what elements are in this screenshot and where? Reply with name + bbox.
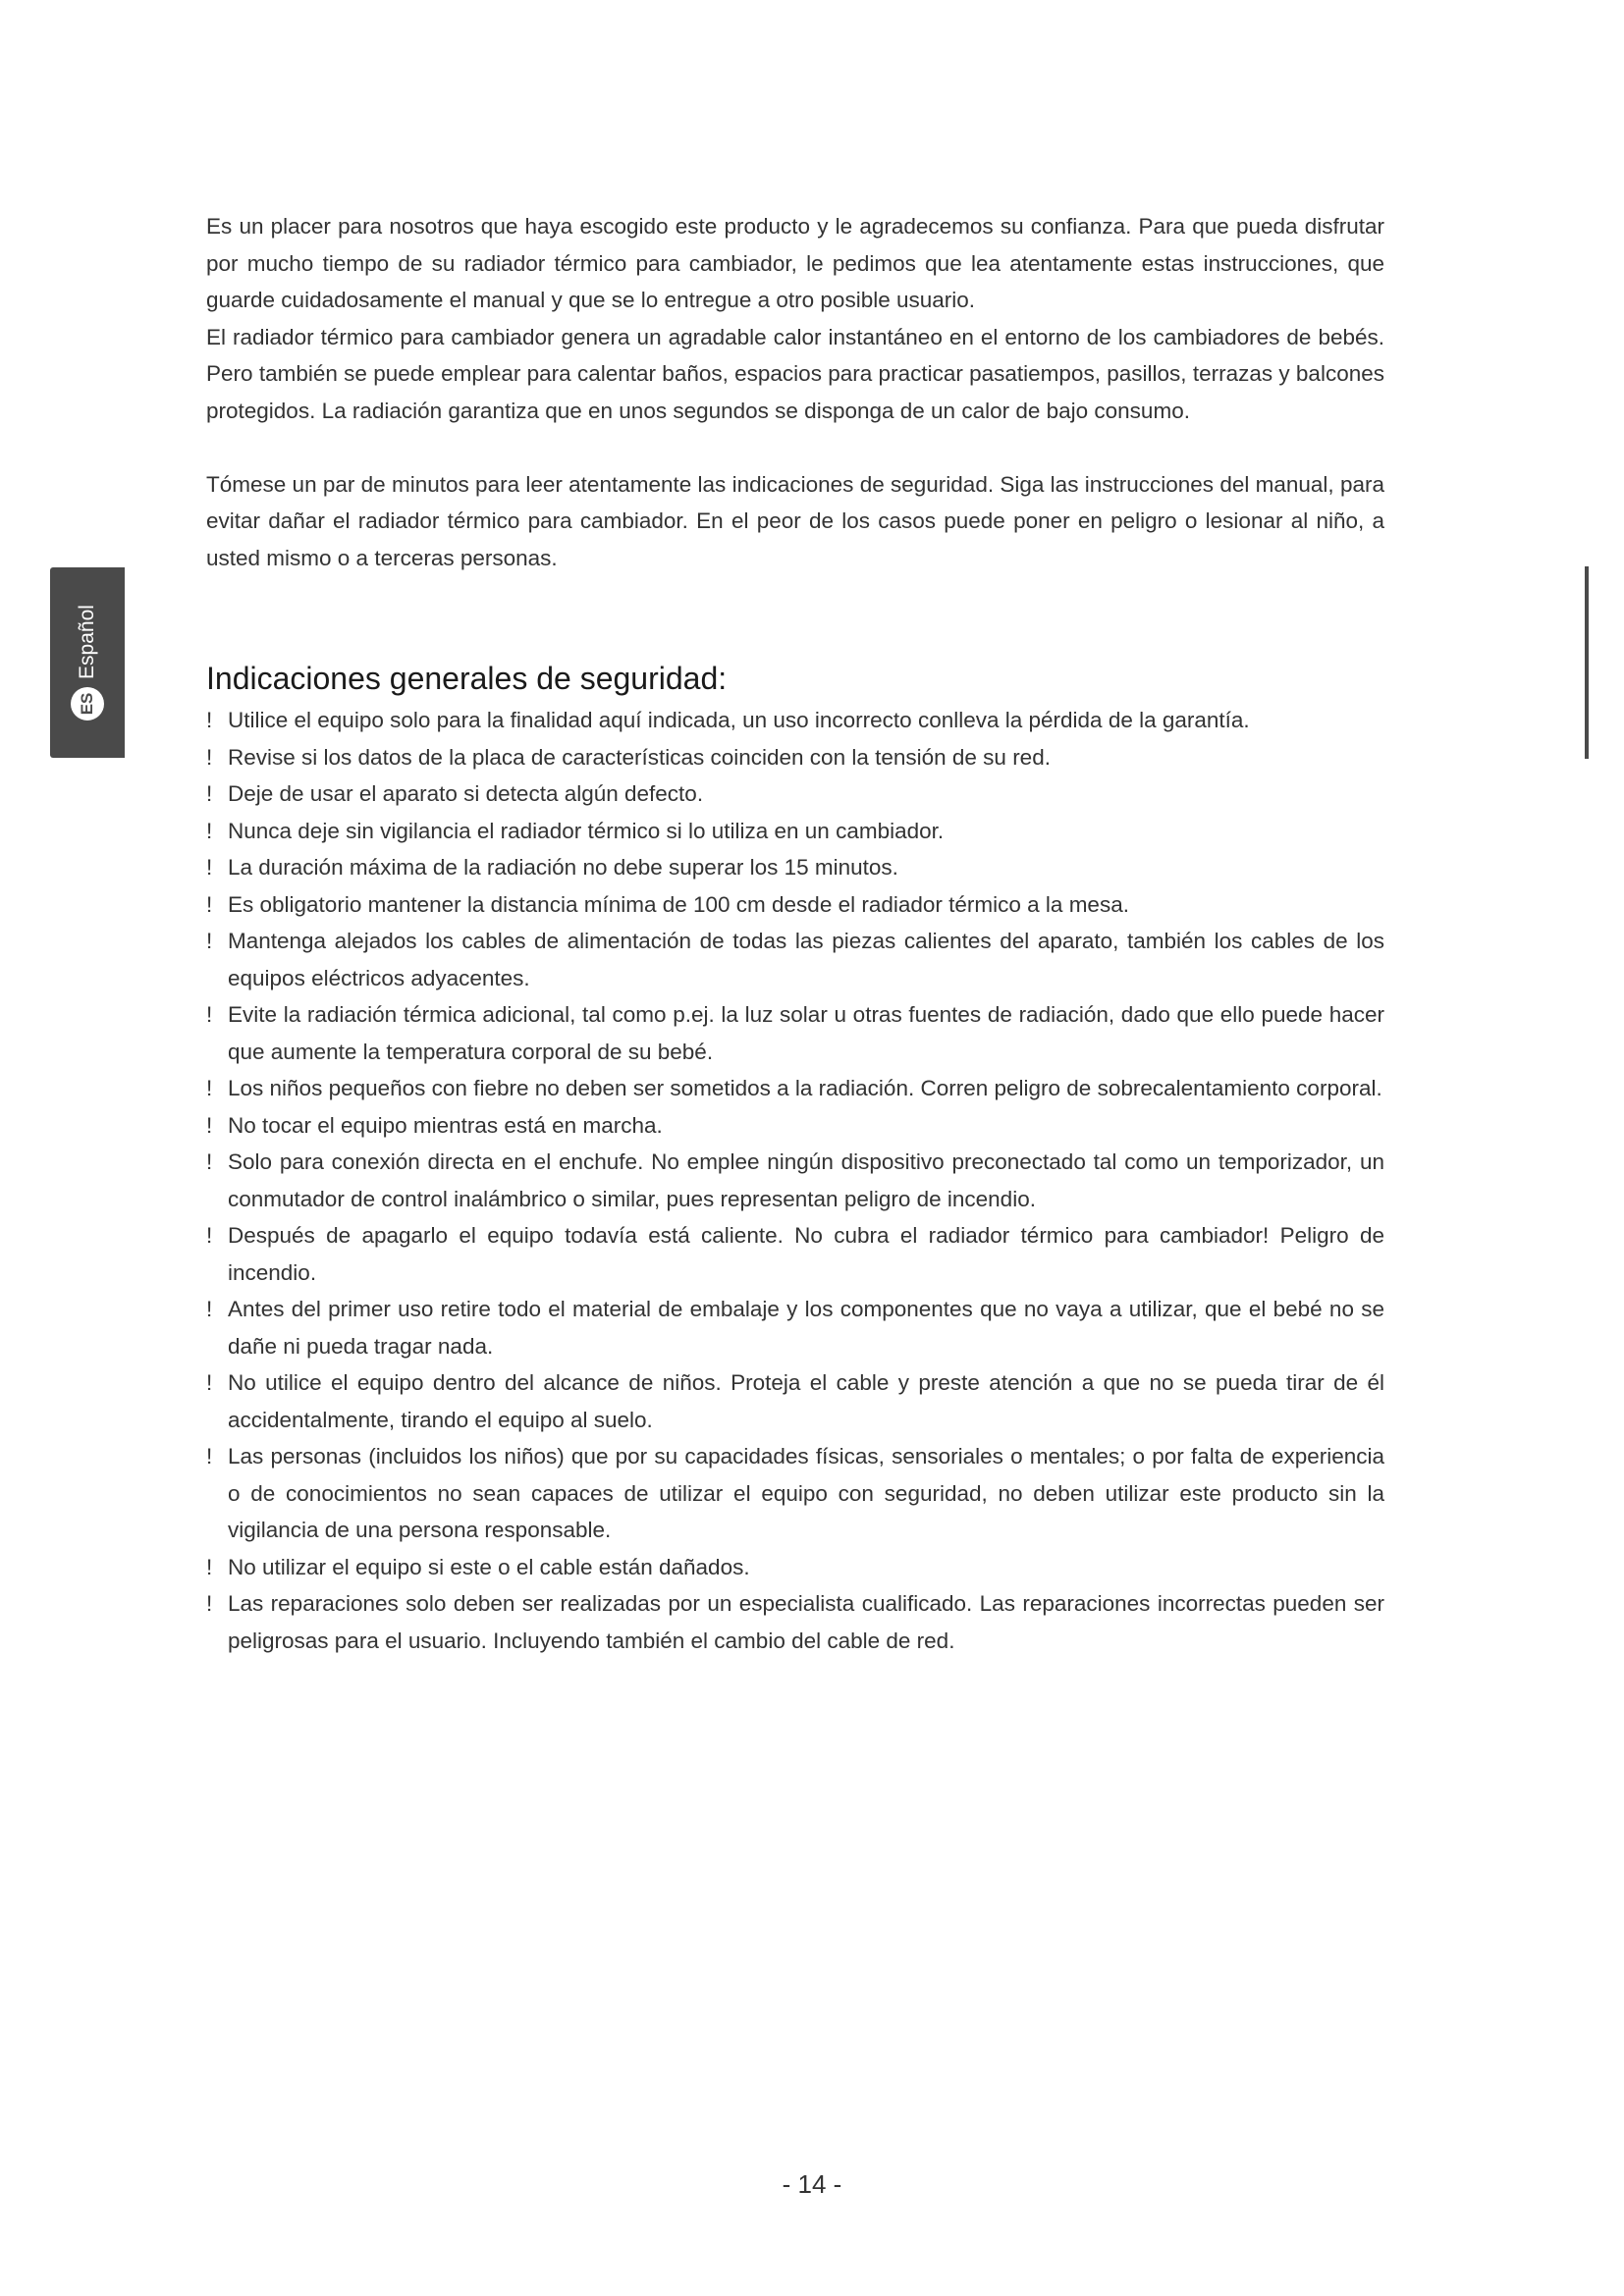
safety-item: ! Nunca deje sin vigilancia el radiador térmico si lo utiliza en un cambiador. [206,813,1384,850]
warning-mark: ! [206,744,213,770]
warning-mark: ! [206,1223,213,1248]
warning-mark: ! [206,855,213,880]
safety-heading: Indicaciones generales de seguridad: [206,661,728,696]
safety-item: ! Utilice el equipo solo para la finalidad aquí indicada, un uso incorrecto conlleva la pérdida de la garantía. [206,702,1384,739]
safety-item: ! Revise si los datos de la placa de características coinciden con la tensión de su red. [206,739,1384,776]
warning-mark: ! [206,1554,213,1579]
page-content [206,208,1384,1659]
safety-item: ! No utilizar el equipo si este o el cable están dañados. [206,1549,1384,1586]
intro-paragraph-3: Tómese un par de minutos para leer atentamente las indicaciones de seguridad. Siga las instrucciones del manual, para evitar dañar el radiador térmico para cambiador. En el peor de los casos puede poner en peligro o lesionar al niño, a usted mismo o a terceras personas. [206,471,1384,570]
safety-item: ! No utilice el equipo dentro del alcance de niños. Proteja el cable y preste atención a que no se pueda tirar de él accidentalmente, tirando el equipo al suelo. [206,1364,1384,1438]
safety-item: ! Deje de usar el aparato si detecta algún defecto. [206,775,1384,813]
right-edge-marker [1585,566,1589,759]
safety-item: ! Evite la radiación térmica adicional, tal como p.ej. la luz solar u otras fuentes de radiación, dado que ello puede hacer que aumente la temperatura corporal de su bebé. [206,996,1384,1070]
safety-item: ! Es obligatorio mantener la distancia mínima de 100 cm desde el radiador térmico a la mesa. [206,886,1384,924]
safety-item: ! Las personas (incluidos los niños) que por su capacidades físicas, sensoriales o mentales; o por falta de experiencia o de conocimientos no sean capaces de utilizar el equipo con seguridad, no deben utilizar este producto sin la vigilancia de una persona responsable. [206,1438,1384,1549]
warning-mark: ! [206,891,213,917]
warning-mark: ! [206,1149,213,1174]
language-tab [50,567,125,758]
intro-paragraph-2: El radiador térmico para cambiador genera un agradable calor instantáneo en el entorno de los cambiadores de bebés. Pero también se puede emplear para calentar baños, espacios para practicar pasatiempos, pasillos, terrazas y balcones protegidos. La radiación garantiza que en unos segundos se disponga de un calor de bajo consumo. [206,324,1384,423]
warning-mark: ! [206,781,213,806]
warning-mark: ! [206,1591,213,1616]
safety-list [206,702,1384,1659]
warning-mark: ! [206,1112,213,1138]
warning-mark: ! [206,1002,213,1027]
warning-mark: ! [206,1076,213,1100]
safety-item: ! Después de apagarlo el equipo todavía está caliente. No cubra el radiador térmico para cambiador! Peligro de incendio. [206,1217,1384,1291]
safety-item: ! Mantenga alejados los cables de alimentación de todas las piezas calientes del aparato, también los cables de los equipos eléctricos adyacentes. [206,923,1384,996]
intro-paragraph-1: Es un placer para nosotros que haya escogido este producto y le agradecemos su confianza. Para que pueda disfrutar por mucho tiempo de su radiador térmico para cambiador, le pedimos que lea atentamente estas instrucciones, que guarde cuidadosamente el manual y que se lo entregue a otro posible usuario. [206,214,1384,312]
language-tab-content [71,605,104,721]
safety-item: ! Antes del primer uso retire todo el material de embalaje y los componentes que no vaya a utilizar, que el bebé no se dañe ni pueda tragar nada. [206,1291,1384,1364]
safety-item: ! No tocar el equipo mientras está en marcha. [206,1107,1384,1145]
warning-mark: ! [206,1370,213,1395]
warning-mark: ! [206,1297,213,1321]
safety-item: ! La duración máxima de la radiación no debe superar los 15 minutos. [206,849,1384,886]
safety-item: ! Las reparaciones solo deben ser realizadas por un especialista cualificado. Las reparaciones incorrectas pueden ser peligrosas para el usuario. Incluyendo también el cambio del cable de red. [206,1585,1384,1659]
language-code-badge: ES [71,687,104,721]
warning-mark: ! [206,929,213,953]
safety-item: ! Solo para conexión directa en el enchufe. No emplee ningún dispositivo preconectado tal como un temporizador, un conmutador de control inalámbrico o similar, pues representan peligro de incendio. [206,1144,1384,1217]
warning-mark: ! [206,818,213,843]
warning-mark: ! [206,1444,213,1468]
warning-mark: ! [206,708,213,732]
page-number: - 14 - [782,2169,842,2199]
safety-item: ! Los niños pequeños con fiebre no deben ser sometidos a la radiación. Corren peligro de sobrecalentamiento corporal. [206,1070,1384,1107]
language-label: Español [76,605,98,679]
